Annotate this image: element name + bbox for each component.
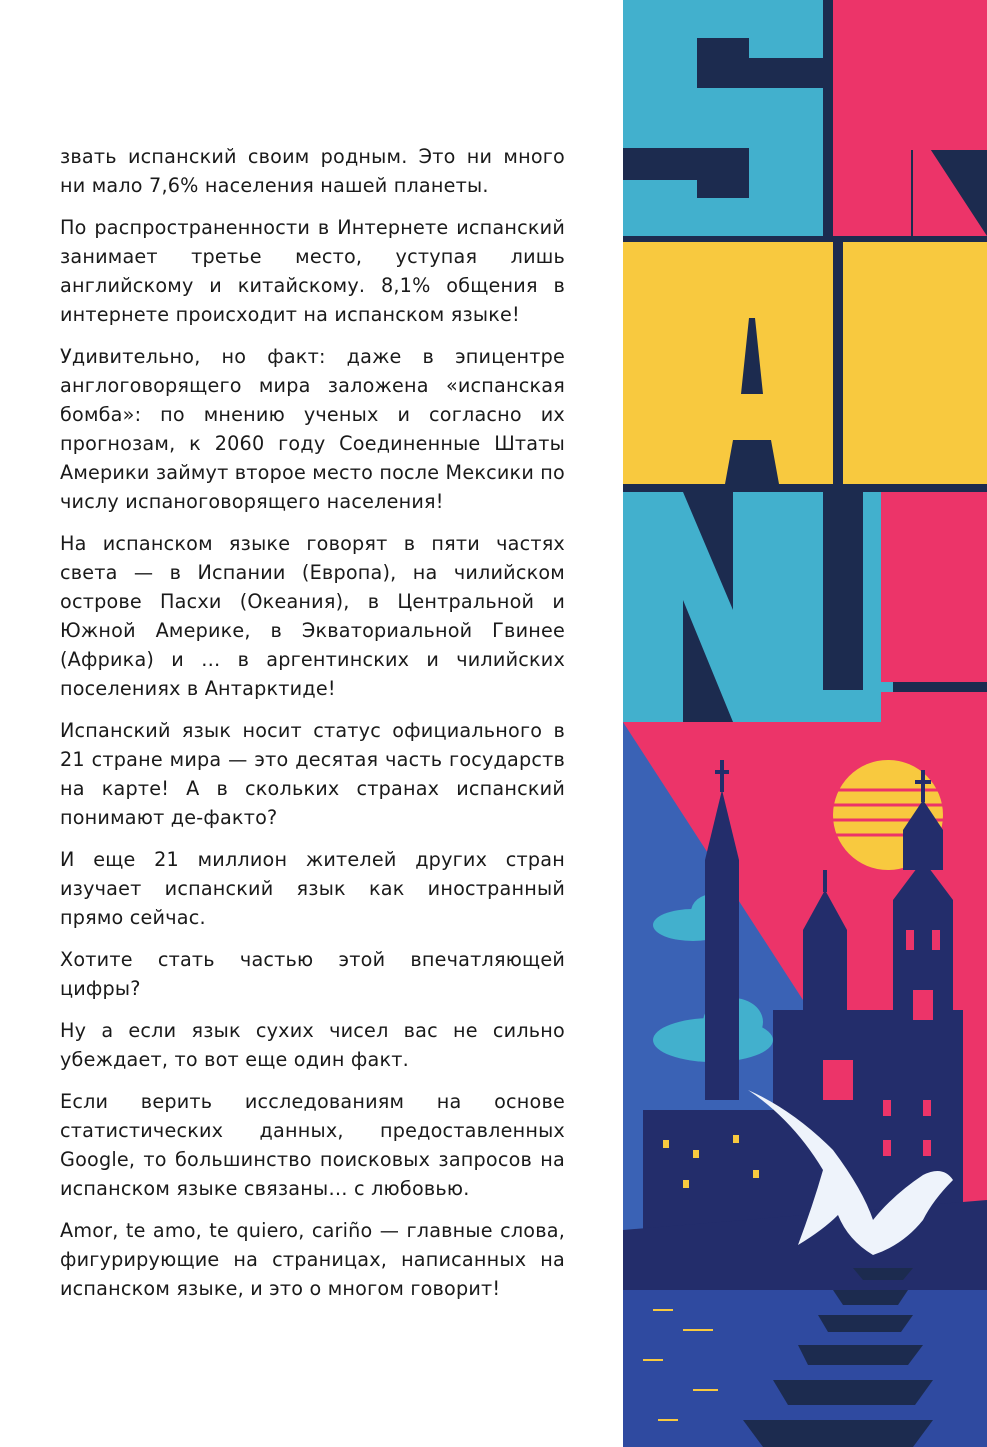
paragraph-5: Испанский язык носит статус официального в 21 стране мира — это десятая часть государств на карте! А в скольких странах испанский понимают де-факто? xyxy=(60,719,565,829)
letter-i xyxy=(843,242,987,484)
paragraph-7: Хотите стать частью этой впечатляющей цифры? xyxy=(60,948,565,1000)
paragraph-8: Ну а если язык сухих чисел вас не сильно убеждает, то вот еще один факт. xyxy=(60,1019,565,1071)
paragraph-3: Удивительно, но факт: даже в эпицентре англоговорящего мира заложена «испанская бомба»: по мнению ученых и согласно их прогнозам, к 2060 году Соединенные Штаты Америки займут второе место после Мексики по числу испаноговорящего населения! xyxy=(60,345,565,513)
typography-block xyxy=(623,0,987,722)
paragraph-10: Amor, te amo, te quiero, cariño — главные слова, фигурирующие на страницах, написанных на испанском языке, и это о многом говорит! xyxy=(60,1219,565,1300)
banner-artwork xyxy=(623,0,987,1447)
paragraph-1: звать испанский своим родным. Это ни много ни мало 7,6% населения нашей планеты. xyxy=(60,145,565,197)
letter-s xyxy=(623,0,823,236)
paragraph-6: И еще 21 миллион жителей других стран изучает испанский язык как иностранный прямо сейчас. xyxy=(60,848,565,929)
paragraph-9: Если верить исследованиям на основе статистических данных, предоставленных Google, то большинство поисковых запросов на испанском языке связаны… с любовью. xyxy=(60,1090,565,1200)
paragraph-2: По распространенности в Интернете испанский занимает третье место, уступая лишь английскому и китайскому. 8,1% общения в интернете происходит на испанском языке! xyxy=(60,216,565,326)
article-text xyxy=(60,142,565,1316)
spain-banner xyxy=(623,0,987,1447)
letter-a xyxy=(623,242,833,484)
paragraph-4: На испанском языке говорят в пяти частях света — в Испании (Европа), на чилийском острове Пасхи (Океания), в Центральной и Южной Америке, в Экваториальной Гвинее (Африка) и … в аргентинских и чилийских поселениях в Антарктиде! xyxy=(60,532,565,700)
city-illustration xyxy=(623,722,987,1447)
letter-n xyxy=(623,492,893,722)
